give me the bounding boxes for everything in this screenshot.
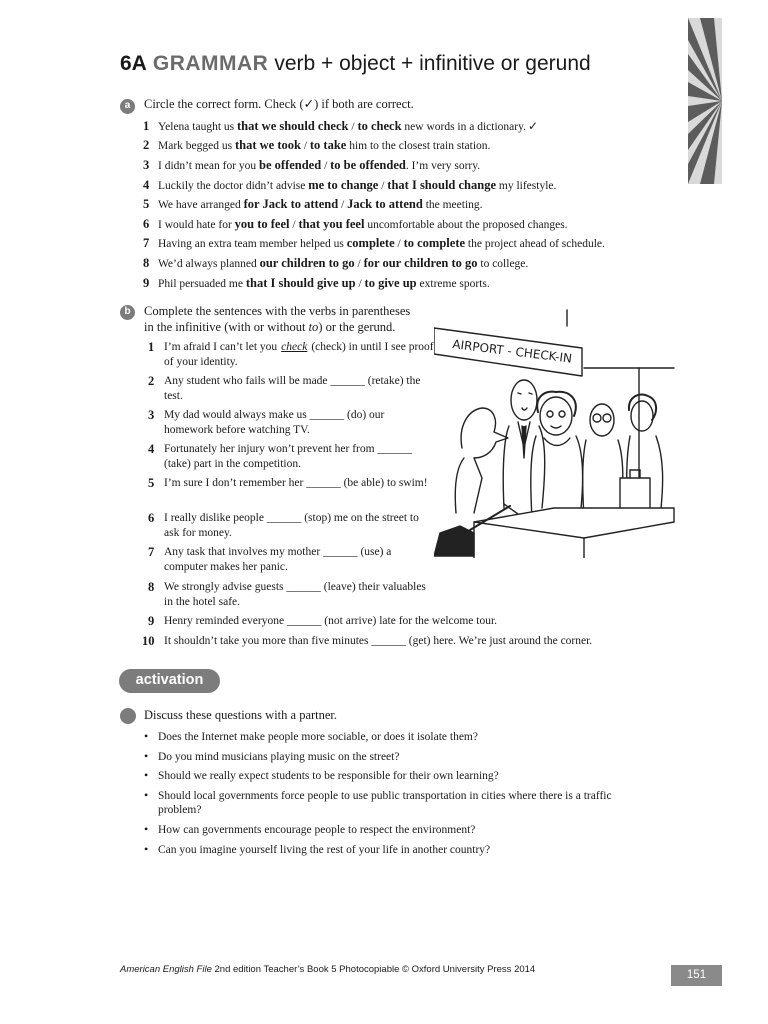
item-text: Any task that involves my mother ______ (use) a computer makes her panic.	[164, 546, 392, 573]
item-number: 8	[143, 256, 150, 270]
exercise-a-item	[143, 119, 542, 134]
exercise-b-instruction-line1: Complete the sentences with the verbs in parentheses	[144, 304, 411, 318]
option-separator: /	[289, 219, 299, 231]
item-number: 10	[142, 634, 155, 648]
bullet-icon: •	[144, 768, 149, 782]
item-text-pre: Mark begged us	[158, 140, 235, 152]
instruction-text: in the infinitive (with or without	[144, 320, 309, 334]
item-text-post: uncomfortable about the proposed changes.	[364, 219, 568, 231]
option-separator: /	[394, 238, 404, 250]
example-text	[164, 340, 434, 370]
exercise-a-item	[143, 217, 568, 232]
bullet-icon: •	[144, 749, 149, 763]
option-2[interactable]: to check	[357, 119, 402, 133]
exercise-b-instruction-line2	[144, 319, 395, 335]
activation-marker	[120, 708, 136, 724]
exercise-a-item	[143, 276, 490, 291]
page-title	[120, 52, 591, 76]
item-number: 4	[148, 442, 155, 456]
option-2[interactable]: to complete	[403, 236, 466, 250]
item-number: 9	[143, 276, 150, 290]
option-separator: /	[378, 180, 388, 192]
item-number: 2	[143, 138, 150, 152]
item-text-pre: Luckily the doctor didn’t advise	[158, 180, 309, 192]
item-text: Henry reminded everyone ______ (not arrive) late for the welcome tour.	[164, 615, 498, 627]
option-2[interactable]: that you feel	[298, 217, 365, 231]
item-text-post: the meeting.	[422, 199, 483, 211]
item-number: 6	[148, 511, 155, 525]
item-number: 5	[143, 197, 150, 211]
example-answer: check	[281, 341, 308, 353]
item-text-pre: Yelena taught us	[158, 121, 238, 133]
airport-checkin-cartoon	[434, 308, 676, 558]
item-text: It shouldn’t take you more than five minutes ______ (get) here. We’re just around the corner.	[164, 635, 593, 647]
item-text-post: . I’m very sorry.	[405, 160, 481, 172]
option-2[interactable]: for our children to go	[363, 256, 478, 270]
exercise-a-item	[143, 158, 480, 173]
exercise-b-marker: b	[120, 305, 135, 320]
item-text: Any student who fails will be made ______ (retake) the test.	[164, 375, 421, 402]
instruction-italic: to	[308, 320, 319, 334]
option-1[interactable]: me to change	[308, 178, 379, 192]
item-number: 3	[143, 158, 150, 172]
book-title: American English File	[120, 964, 212, 975]
item-text-pre: We’d always planned	[158, 258, 260, 270]
option-1[interactable]: that we should check	[237, 119, 349, 133]
item-number: 9	[148, 614, 155, 628]
page-number: 151	[671, 965, 722, 986]
item-text-post: my lifestyle.	[496, 180, 557, 192]
option-separator: /	[354, 258, 364, 270]
option-2[interactable]: that I should change	[387, 178, 497, 192]
item-text-pre: I didn’t mean for you	[158, 160, 260, 172]
item-text: I really dislike people ______ (stop) me on the street to ask for money.	[164, 512, 419, 539]
instruction-text: ) or the gerund.	[318, 320, 396, 334]
option-1[interactable]: that I should give up	[245, 276, 356, 290]
exercise-a-item	[143, 236, 605, 251]
footer-rest: 2nd edition Teacher’s Book 5 Photocopiable © Oxford University Press 2014	[211, 964, 536, 975]
item-number: 1	[148, 340, 155, 354]
item-number: 4	[143, 178, 150, 192]
option-separator: /	[348, 121, 358, 133]
option-separator: /	[338, 199, 348, 211]
item-text: I’m sure I don’t remember her ______ (be able) to swim!	[164, 477, 428, 489]
option-1[interactable]: be offended	[259, 158, 322, 172]
exercise-a-item	[143, 197, 483, 212]
example-pre: I’m afraid I can’t let you	[164, 341, 278, 353]
question-text: Can you imagine yourself living the rest of your life in another country?	[158, 844, 491, 856]
exercise-a-instruction: Circle the correct form. Check (✓) if both are correct.	[144, 97, 414, 111]
activation-instruction: Discuss these questions with a partner.	[144, 708, 338, 722]
option-1[interactable]: you to feel	[234, 217, 290, 231]
item-number: 1	[143, 119, 150, 133]
item-text-pre: Having an extra team member helped us	[158, 238, 347, 250]
cartoon-sign-text: AIRPORT - CHECK-IN	[451, 337, 573, 366]
option-separator: /	[300, 140, 310, 152]
item-text-post: extreme sports.	[416, 278, 490, 290]
bullet-icon: •	[144, 788, 149, 802]
option-1[interactable]: our children to go	[259, 256, 355, 270]
item-number: 6	[143, 217, 150, 231]
item-number: 5	[148, 476, 155, 490]
question-text: Should local governments force people to use public transportation in cities where there is a traffic problem?	[158, 790, 612, 816]
example-post: (check) in until I see proof of your identity.	[164, 341, 434, 368]
option-2[interactable]: Jack to attend	[347, 197, 423, 211]
exercise-a-marker: a	[120, 99, 135, 114]
exercise-a-item	[143, 138, 490, 153]
section-label: GRAMMAR	[152, 52, 269, 75]
option-1[interactable]: that we took	[234, 138, 301, 152]
bullet-icon: •	[144, 822, 149, 836]
item-text-post: to college.	[477, 258, 529, 270]
option-1[interactable]: for Jack to attend	[243, 197, 339, 211]
item-text: Fortunately her injury won’t prevent her from ______ (take) part in the competition.	[164, 443, 412, 470]
item-number: 3	[148, 408, 155, 422]
item-text-post: him to the closest train station.	[346, 140, 491, 152]
question-text: Should we really expect students to be responsible for their own learning?	[158, 770, 499, 782]
option-separator: /	[355, 278, 365, 290]
exercise-a-item	[143, 256, 528, 271]
item-number: 7	[143, 236, 150, 250]
item-number: 2	[148, 374, 155, 388]
option-2[interactable]: to give up	[364, 276, 417, 290]
item-text: My dad would always make us ______ (do) our homework before watching TV.	[164, 409, 385, 436]
activation-label: activation	[119, 669, 220, 693]
option-2[interactable]: to take	[309, 138, 347, 152]
option-separator: /	[321, 160, 331, 172]
item-text-pre: We have arranged	[158, 199, 244, 211]
item-text-pre: I would hate for	[158, 219, 235, 231]
unit-number: 6A	[120, 52, 147, 75]
question-text: How can governments encourage people to respect the environment?	[158, 824, 476, 836]
corner-rays-graphic	[688, 18, 722, 184]
question-text: Do you mind musicians playing music on the street?	[158, 751, 400, 763]
item-text-post: the project ahead of schedule.	[465, 238, 605, 250]
item-text: We strongly advise guests ______ (leave) their valuables in the hotel safe.	[164, 581, 426, 608]
exercise-a-item	[143, 178, 556, 193]
bullet-icon: •	[144, 842, 149, 856]
option-2[interactable]: to be offended	[330, 158, 406, 172]
check-mark-icon: ✓	[527, 119, 539, 133]
item-number: 7	[148, 545, 155, 559]
option-1[interactable]: complete	[346, 236, 395, 250]
footer-credit	[120, 964, 535, 975]
item-text-pre: Phil persuaded me	[158, 278, 246, 290]
title-subtitle: verb + object + infinitive or gerund	[274, 52, 591, 75]
item-number: 8	[148, 580, 155, 594]
question-text: Does the Internet make people more sociable, or does it isolate them?	[158, 731, 478, 743]
item-text-post: new words in a dictionary.	[401, 121, 526, 133]
bullet-icon: •	[144, 729, 149, 743]
